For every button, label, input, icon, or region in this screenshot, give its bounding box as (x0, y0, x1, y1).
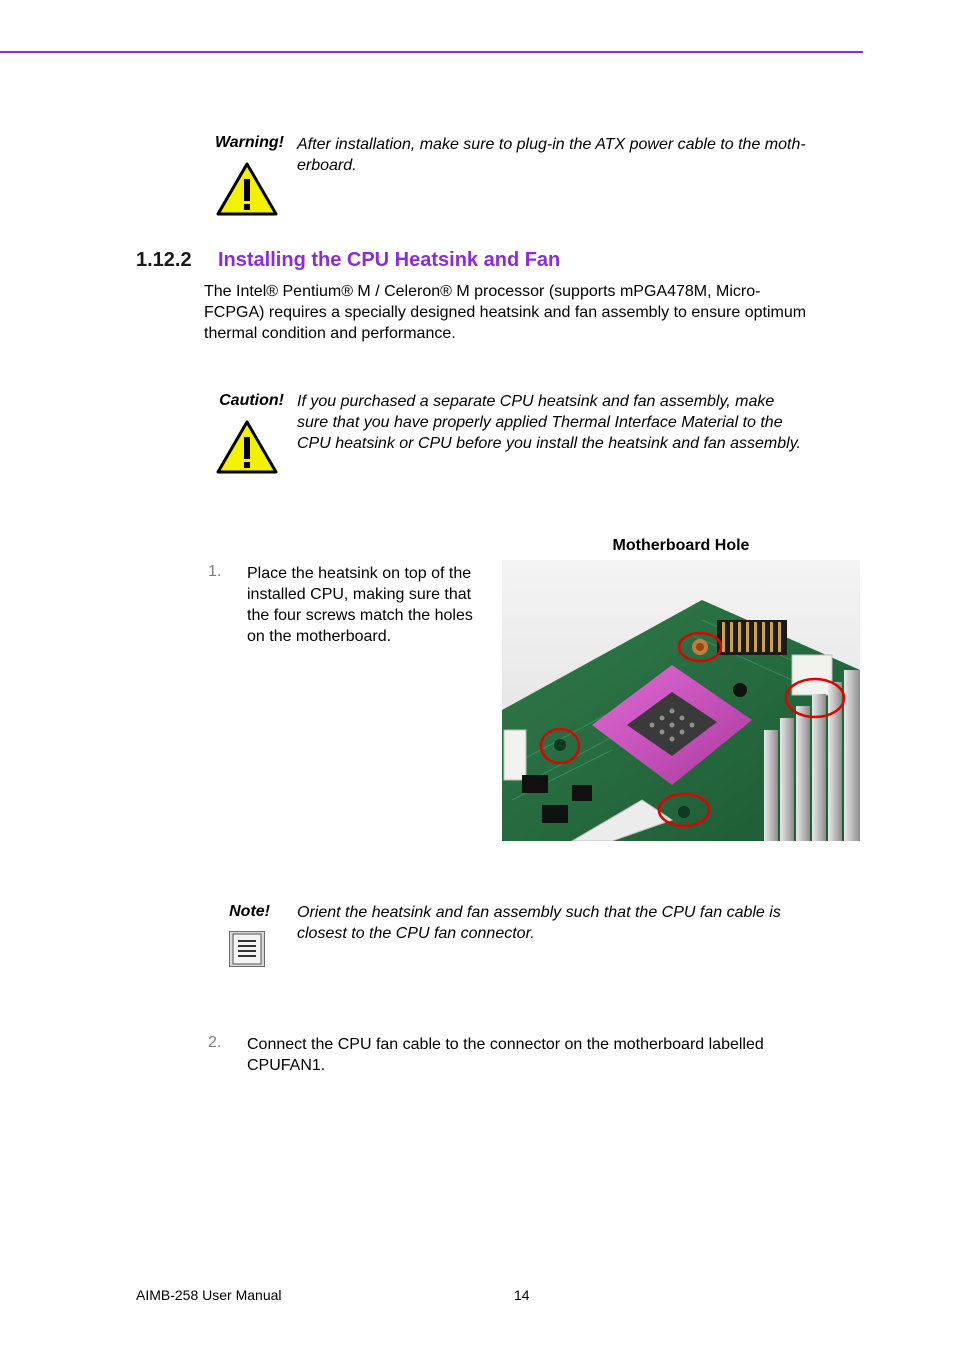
caution-text (297, 391, 867, 454)
paragraph-line: FCPGA) requires a specially designed heatsink and fan assembly to ensure optimum (204, 304, 807, 321)
warning-label: Warning! (214, 134, 284, 151)
step2-text (247, 1034, 867, 1076)
paragraph-line: The Intel® Pentium® M / Celeron® M processor (supports mPGA478M, Micro- (204, 283, 761, 300)
note-document-icon (229, 931, 265, 967)
caution-text-line: sure that you have properly applied Thermal Interface Material to the (297, 414, 783, 431)
step-text-line: CPUFAN1. (247, 1057, 326, 1074)
step-number: 2. (208, 1034, 222, 1051)
step-text-line: the four screws match the holes (247, 607, 473, 624)
figure-caption: Motherboard Hole (612, 537, 750, 554)
step-text-line: Connect the CPU fan cable to the connector on the motherboard labelled (247, 1036, 764, 1053)
step1-text (247, 563, 497, 647)
step-number: 1. (208, 563, 222, 580)
section-title: Installing the CPU Heatsink and Fan (218, 249, 561, 271)
warning-text (297, 134, 867, 176)
header-rule (0, 51, 863, 53)
step-text-line: installed CPU, making sure that (247, 586, 472, 603)
caution-text-line: CPU heatsink or CPU before you install the heatsink and fan assembly. (297, 435, 801, 452)
step-text-line: Place the heatsink on top of the (247, 565, 472, 582)
warning-triangle-icon (216, 162, 278, 216)
note-label: Note! (229, 903, 270, 920)
caution-label: Caution! (219, 392, 284, 409)
note-text-line: closest to the CPU fan connector. (297, 925, 535, 942)
note-text (297, 902, 867, 944)
footer-manual-title: AIMB-258 User Manual (136, 1287, 282, 1303)
warning-text-line: erboard. (297, 157, 357, 174)
section-paragraph (204, 281, 874, 344)
warning-text-line: After installation, make sure to plug-in the ATX power cable to the moth- (297, 136, 806, 153)
section-number: 1.12.2 (136, 249, 192, 271)
paragraph-line: thermal condition and performance. (204, 325, 456, 342)
note-text-line: Orient the heatsink and fan assembly such that the CPU fan cable is (297, 904, 781, 921)
caution-text-line: If you purchased a separate CPU heatsink and fan assembly, make (297, 393, 775, 410)
motherboard-photo (502, 560, 860, 841)
caution-triangle-icon (216, 420, 278, 474)
footer-page-number: 14 (514, 1287, 530, 1303)
step-text-line: on the motherboard. (247, 628, 392, 645)
